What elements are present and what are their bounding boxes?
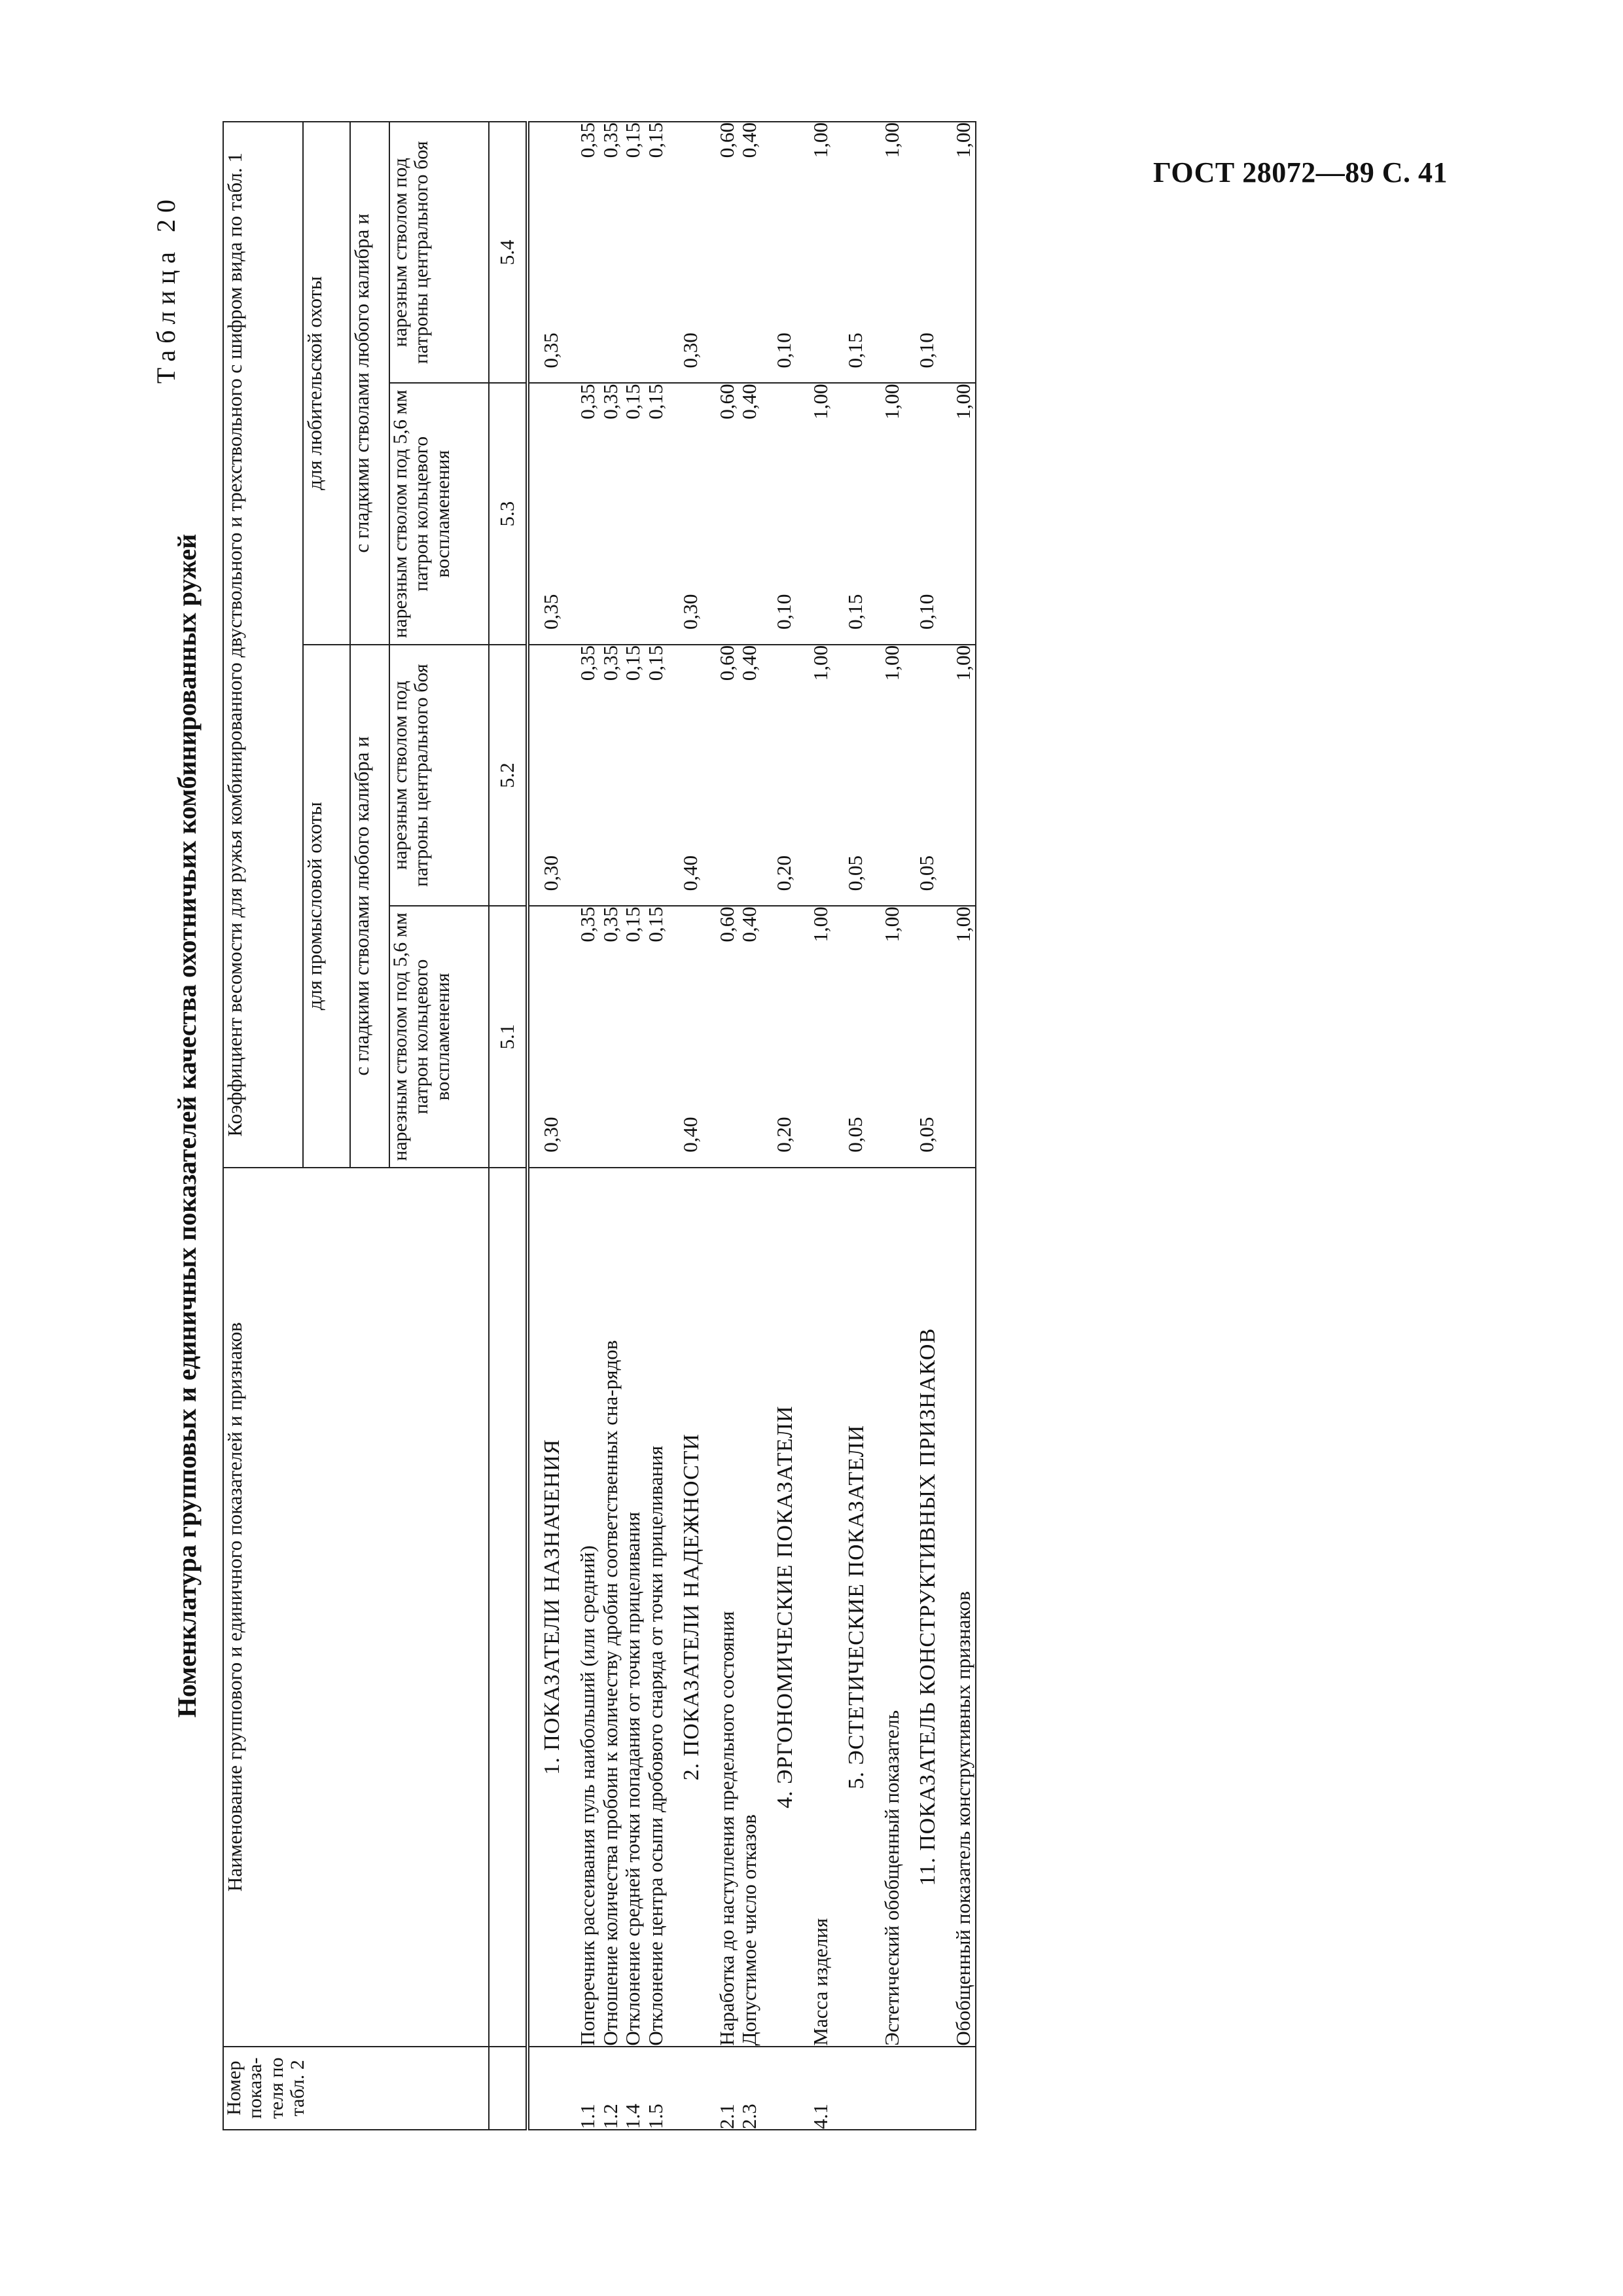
table-row — [952, 122, 976, 2130]
page-header: ГОСТ 28072—89 С. 41 — [1152, 156, 1448, 188]
indicator-name: Отклонение средней точки попадания от точки прицеливания — [622, 1168, 645, 2047]
item-coefficient: 0,40 — [738, 122, 761, 383]
table-row — [716, 122, 739, 2130]
header-centerfire-commercial: нарезным стволом под патроны центрального боя — [389, 645, 489, 906]
code-5-1: 5.1 — [489, 906, 527, 1167]
section-title: 2. ПОКАЗАТЕЛИ НАДЕЖНОСТИ — [668, 1168, 716, 2047]
header-coefficient: Коэффициент весомости для ружья комбинированного двуствольного и трехствольного с шифром вида по табл. 1 — [223, 122, 303, 1168]
item-coefficient: 0,40 — [738, 383, 761, 644]
section-title: 11. ПОКАЗАТЕЛЬ КОНСТРУКТИВНЫХ ПРИЗНАКОВ — [904, 1168, 952, 2047]
item-coefficient: 0,60 — [716, 906, 739, 1167]
header-smooth-amateur: с гладкими стволами любого калибра и — [350, 122, 389, 645]
row-number — [668, 2047, 716, 2130]
header-rimfire-commercial: нарезным стволом под 5,6 мм патрон кольцевого воспламенения — [389, 906, 489, 1167]
group-coefficient: 0,05 — [904, 906, 952, 1167]
table-row — [881, 122, 904, 2130]
row-number: 1.5 — [645, 2047, 668, 2130]
section-row — [761, 122, 810, 2130]
header-rimfire-amateur: нарезным стволом под 5,6 мм патрон кольцевого воспламенения — [389, 383, 489, 644]
item-coefficient: 1,00 — [952, 906, 976, 1167]
indicator-name: Отклонение центра осыпи дробового снаряда от точки прицеливания — [645, 1168, 668, 2047]
group-coefficient: 0,20 — [761, 906, 810, 1167]
row-number — [832, 2047, 881, 2130]
item-coefficient: 0,15 — [622, 906, 645, 1167]
indicator-name: Допустимое число отказов — [738, 1168, 761, 2047]
group-coefficient: 0,10 — [761, 383, 810, 644]
header-centerfire-amateur: нарезным стволом под патроны центрального боя — [389, 122, 489, 383]
section-row — [832, 122, 881, 2130]
table-row — [738, 122, 761, 2130]
item-coefficient: 0,15 — [622, 383, 645, 644]
row-number: 1.4 — [622, 2047, 645, 2130]
item-coefficient: 1,00 — [952, 383, 976, 644]
group-coefficient: 0,30 — [527, 645, 577, 906]
item-coefficient: 1,00 — [881, 122, 904, 383]
group-coefficient: 0,05 — [832, 906, 881, 1167]
section-row — [904, 122, 952, 2130]
item-coefficient: 1,00 — [810, 645, 832, 906]
group-coefficient: 0,40 — [668, 645, 716, 906]
item-coefficient: 1,00 — [810, 122, 832, 383]
table-row — [645, 122, 668, 2130]
row-number: 1.2 — [599, 2047, 622, 2130]
table-body — [527, 122, 976, 2130]
indicator-name: Отношение количества пробоин к количеству дробин соответственных сна-рядов — [599, 1168, 622, 2047]
header-amateur: для любительской охоты — [303, 122, 350, 645]
item-coefficient: 0,35 — [599, 383, 622, 644]
table-caption: Таблица 20 — [151, 193, 181, 384]
header-empty-name — [489, 1168, 527, 2047]
row-number: 2.3 — [738, 2047, 761, 2130]
rotated-table-area — [151, 121, 1499, 2130]
item-coefficient: 0,35 — [577, 383, 599, 644]
item-coefficient: 0,15 — [645, 645, 668, 906]
group-coefficient: 0,10 — [904, 383, 952, 644]
row-number: 4.1 — [810, 2047, 832, 2130]
header-commercial: для промысловой охоты — [303, 645, 350, 1168]
item-coefficient: 0,60 — [716, 383, 739, 644]
table-row — [622, 122, 645, 2130]
item-coefficient: 1,00 — [881, 906, 904, 1167]
code-5-3: 5.3 — [489, 383, 527, 644]
item-coefficient: 0,15 — [645, 383, 668, 644]
group-coefficient: 0,15 — [832, 383, 881, 644]
code-5-2: 5.2 — [489, 645, 527, 906]
section-title: 1. ПОКАЗАТЕЛИ НАЗНАЧЕНИЯ — [527, 1168, 577, 2047]
group-coefficient: 0,40 — [668, 906, 716, 1167]
item-coefficient: 0,35 — [599, 122, 622, 383]
item-coefficient: 1,00 — [810, 906, 832, 1167]
item-coefficient: 1,00 — [881, 645, 904, 906]
row-number — [952, 2047, 976, 2130]
row-number — [904, 2047, 952, 2130]
table-row — [810, 122, 832, 2130]
item-coefficient: 0,60 — [716, 122, 739, 383]
table-row — [577, 122, 599, 2130]
row-number: 2.1 — [716, 2047, 739, 2130]
header-empty-number — [489, 2047, 527, 2130]
item-coefficient: 0,35 — [599, 906, 622, 1167]
item-coefficient: 0,35 — [577, 906, 599, 1167]
group-coefficient: 0,15 — [832, 122, 881, 383]
item-coefficient: 0,35 — [577, 645, 599, 906]
indicator-name: Масса изделия — [810, 1168, 832, 2047]
header-smooth-commercial: с гладкими стволами любого калибра и — [350, 645, 389, 1168]
table-title: Номенклатура групповых и единичных показателей качества охотничьих комбинированных ружей — [172, 533, 202, 1718]
item-coefficient: 0,35 — [599, 645, 622, 906]
item-coefficient: 1,00 — [952, 122, 976, 383]
item-coefficient: 0,40 — [738, 645, 761, 906]
item-coefficient: 0,60 — [716, 645, 739, 906]
group-coefficient: 0,05 — [832, 645, 881, 906]
group-coefficient: 0,35 — [527, 122, 577, 383]
header-name: Наименование группового и единичного показателей и признаков — [223, 1168, 489, 2047]
row-number — [527, 2047, 577, 2130]
group-coefficient: 0,05 — [904, 645, 952, 906]
group-coefficient: 0,10 — [761, 122, 810, 383]
item-coefficient: 1,00 — [952, 645, 976, 906]
item-coefficient: 0,15 — [622, 645, 645, 906]
section-row — [668, 122, 716, 2130]
row-number: 1.1 — [577, 2047, 599, 2130]
indicator-name: Обобщенный показатель конструктивных признаков — [952, 1168, 976, 2047]
group-coefficient: 0,30 — [527, 906, 577, 1167]
row-number — [761, 2047, 810, 2130]
indicator-name: Эстетический обобщенный показатель — [881, 1168, 904, 2047]
section-row — [527, 122, 577, 2130]
group-coefficient: 0,35 — [527, 383, 577, 644]
header-number: Номер показа-теля по табл. 2 — [223, 2047, 489, 2130]
section-title: 4. ЭРГОНОМИЧЕСКИЕ ПОКАЗАТЕЛИ — [761, 1168, 810, 2047]
item-coefficient: 0,35 — [577, 122, 599, 383]
item-coefficient: 0,15 — [645, 122, 668, 383]
item-coefficient: 0,15 — [645, 906, 668, 1167]
indicator-name: Наработка до наступления предельного состояния — [716, 1168, 739, 2047]
group-coefficient: 0,20 — [761, 645, 810, 906]
section-title: 5. ЭСТЕТИЧЕСКИЕ ПОКАЗАТЕЛИ — [832, 1168, 881, 2047]
table-row — [599, 122, 622, 2130]
quality-indicators-table — [223, 121, 976, 2130]
item-coefficient: 1,00 — [881, 383, 904, 644]
indicator-name: Поперечник рассеивания пуль наибольший (или средний) — [577, 1168, 599, 2047]
item-coefficient: 0,40 — [738, 906, 761, 1167]
group-coefficient: 0,30 — [668, 383, 716, 644]
row-number — [881, 2047, 904, 2130]
code-5-4: 5.4 — [489, 122, 527, 383]
group-coefficient: 0,30 — [668, 122, 716, 383]
group-coefficient: 0,10 — [904, 122, 952, 383]
item-coefficient: 0,15 — [622, 122, 645, 383]
item-coefficient: 1,00 — [810, 383, 832, 644]
